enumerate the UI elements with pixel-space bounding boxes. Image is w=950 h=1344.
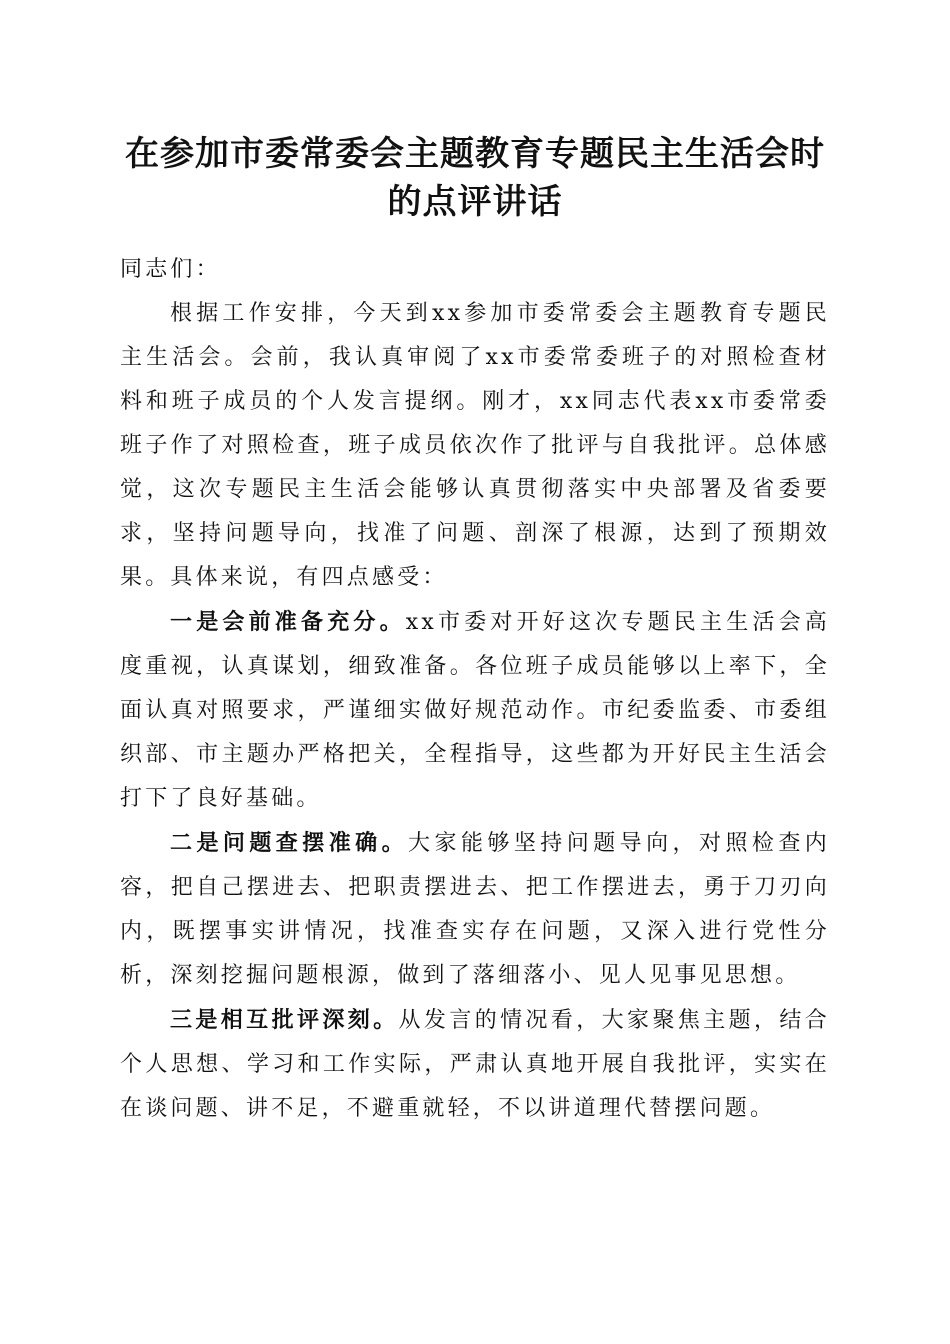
salutation: 同志们： [120, 257, 221, 282]
paragraph-lead: 三是相互批评深刻。 [170, 1007, 399, 1033]
paragraph-text: xx市委对开好这次专题民主生活会高度重视，认真谋划，细致准备。各位班子成员能够以上率下，全面认真对照要求，严谨细实做好规范动作。市纪委监委、市委组织部、市主题办严格把关，全程指导，这些都为开好民主生活会打下了良好基础。 [120, 610, 830, 811]
paragraph-lead: 二是问题查摆准确。 [170, 830, 409, 856]
title-line-2: 的点评讲话 [387, 182, 563, 222]
document-title [90, 130, 860, 226]
paragraph-point-1 [120, 600, 830, 821]
paragraph-point-3 [120, 998, 830, 1131]
paragraph-text: 根据工作安排，今天到xx参加市委常委会主题教育专题民主生活会。会前，我认真审阅了xx市委常委班子的对照检查材料和班子成员的个人发言提纲。刚才，xx同志代表xx市委常委班子作了对照检查，班子成员依次作了批评与自我批评。总体感觉，这次专题民主生活会能够认真贯彻落实中央部署及省委要求，坚持问题导向，找准了问题、剖深了根源，达到了预期效果。具体来说，有四点感受： [120, 301, 830, 590]
paragraph-lead: 一是会前准备充分。 [170, 609, 406, 635]
paragraph-text: 从发言的情况看，大家聚焦主题，结合个人思想、学习和工作实际，严肃认真地开展自我批评，实实在在谈问题、讲不足，不避重就轻，不以讲道理代替摆问题。 [120, 1008, 830, 1121]
paragraph-intro [120, 292, 830, 600]
document-body [120, 248, 830, 1131]
title-line-1: 在参加市委常委会主题教育专题民主生活会时 [125, 134, 825, 174]
paragraph-text: 大家能够坚持问题导向，对照检查内容，把自己摆进去、把职责摆进去、把工作摆进去，勇于刀刃向内，既摆事实讲情况，找准查实存在问题，又深入进行党性分析，深刻挖掘问题根源，做到了落细落小、见人见事见思想。 [120, 831, 830, 988]
paragraph-point-2 [120, 821, 830, 998]
